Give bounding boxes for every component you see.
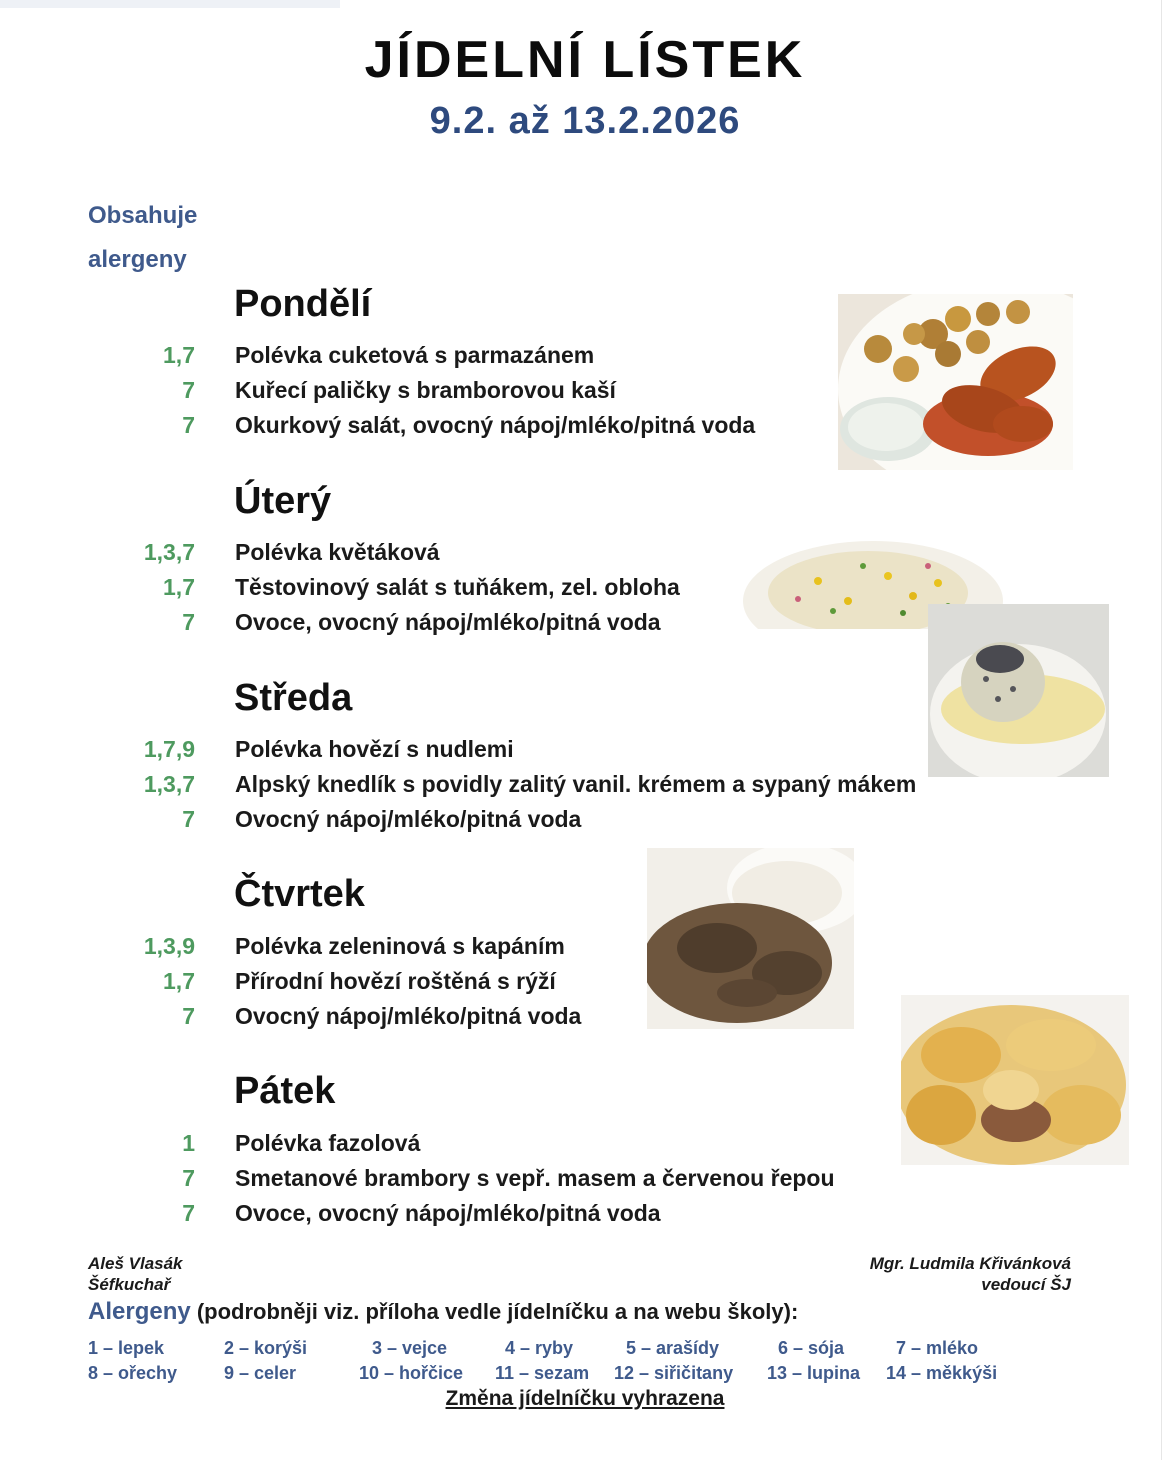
chef-signature-block [88, 1253, 183, 1295]
allergen-codes: 1 [182, 1130, 195, 1156]
chicken-drumsticks-potatoes-photo-art [838, 294, 1073, 470]
manager-signature-block [870, 1253, 1071, 1295]
dish-name: Alpský knedlík s povidly zalitý vanil. krémem a sypaný mákem [235, 771, 917, 797]
day-heading-friday: Pátek [234, 1070, 336, 1112]
dish-name: Kuřecí paličky s bramborovou kaší [235, 377, 616, 403]
manager-name: Mgr. Ludmila Křivánková [869, 1254, 1071, 1273]
allergen-legend-description: (podrobněji viz. příloha vedle jídelníčku a na webu školy): [196, 1299, 799, 1324]
allergen-codes: 1,3,7 [143, 771, 195, 797]
day-heading-wednesday: Středa [234, 677, 353, 719]
creamy-potatoes-pork-photo-art [901, 995, 1129, 1165]
allergen-column-label-line1: Obsahuje [88, 202, 198, 229]
allergen-codes: 7 [182, 1200, 195, 1226]
allergen-codes: 1,3,7 [143, 539, 195, 565]
dumpling-poppy-seed-photo-art [928, 604, 1109, 777]
day-heading-thursday: Čtvrtek [234, 873, 365, 915]
dish-name: Ovocný nápoj/mléko/pitná voda [235, 1003, 582, 1029]
manager-role: vedoucí ŠJ [981, 1275, 1071, 1294]
allergen-codes: 1,7,9 [143, 736, 195, 762]
allergen-item: 6 – sója [778, 1338, 845, 1358]
allergen-codes: 7 [182, 609, 195, 635]
allergen-legend-heading [88, 1298, 798, 1326]
allergen-item: 1 – lepek [88, 1338, 165, 1358]
dish-name: Polévka cuketová s parmazánem [235, 342, 595, 368]
allergen-item: 10 – hořčice [359, 1363, 464, 1383]
chicken-drumsticks-potatoes-photo [838, 294, 1073, 470]
dish-name: Ovocný nápoj/mléko/pitná voda [235, 806, 582, 832]
top-edge-strip [0, 0, 340, 8]
dish-name: Ovoce, ovocný nápoj/mléko/pitná voda [235, 609, 661, 635]
dish-name: Polévka květáková [235, 539, 440, 565]
chef-name: Aleš Vlasák [88, 1254, 183, 1273]
menu-change-note: Změna jídelníčku vyhrazena [445, 1387, 725, 1410]
dish-name: Polévka fazolová [235, 1130, 421, 1156]
day-heading-tuesday: Úterý [234, 480, 332, 522]
creamy-potatoes-pork-photo [901, 995, 1129, 1165]
allergen-item: 3 – vejce [372, 1338, 448, 1358]
allergen-item: 14 – měkkýši [886, 1363, 998, 1383]
chef-role: Šéfkuchař [88, 1275, 171, 1294]
allergen-legend-label: Alergeny [88, 1298, 191, 1325]
allergen-item: 2 – korýši [224, 1338, 308, 1358]
allergen-item: 11 – sezam [495, 1363, 590, 1383]
beef-with-rice-photo [647, 848, 854, 1029]
allergen-item: 4 – ryby [505, 1338, 574, 1358]
dish-name: Polévka hovězí s nudlemi [235, 736, 514, 762]
allergen-item: 12 – siřičitany [614, 1363, 734, 1383]
allergen-column-label-line2: alergeny [88, 246, 187, 273]
allergen-item: 5 – arašídy [626, 1338, 720, 1358]
allergen-codes: 7 [182, 377, 195, 403]
dish-name: Okurkový salát, ovocný nápoj/mléko/pitná voda [235, 412, 756, 438]
allergen-item: 7 – mléko [896, 1338, 979, 1358]
dish-name: Smetanové brambory s vepř. masem a červenou řepou [235, 1165, 835, 1191]
dish-name: Ovoce, ovocný nápoj/mléko/pitná voda [235, 1200, 661, 1226]
menu-title: JÍDELNÍ LÍSTEK [364, 31, 806, 89]
allergen-item: 8 – ořechy [88, 1363, 178, 1383]
dish-name: Přírodní hovězí roštěná s rýží [235, 968, 556, 994]
allergen-codes: 1,3,9 [143, 933, 195, 959]
dish-name: Polévka zeleninová s kapáním [235, 933, 565, 959]
page-edge-line [1161, 0, 1162, 1460]
allergen-codes: 7 [182, 412, 195, 438]
allergen-codes: 1,7 [163, 574, 195, 600]
dish-name: Těstovinový salát s tuňákem, zel. obloha [235, 574, 680, 600]
allergen-codes: 7 [182, 1165, 195, 1191]
allergen-item: 13 – lupina [767, 1363, 861, 1383]
allergen-codes: 7 [182, 806, 195, 832]
allergen-codes: 7 [182, 1003, 195, 1029]
allergen-codes: 1,7 [163, 342, 195, 368]
allergen-codes: 1,7 [163, 968, 195, 994]
menu-dates: 9.2. až 13.2.2026 [429, 100, 741, 142]
allergen-item: 9 – celer [224, 1363, 297, 1383]
dumpling-poppy-seed-photo [928, 604, 1109, 777]
day-heading-monday: Pondělí [234, 283, 372, 325]
beef-with-rice-photo-art [647, 848, 854, 1029]
